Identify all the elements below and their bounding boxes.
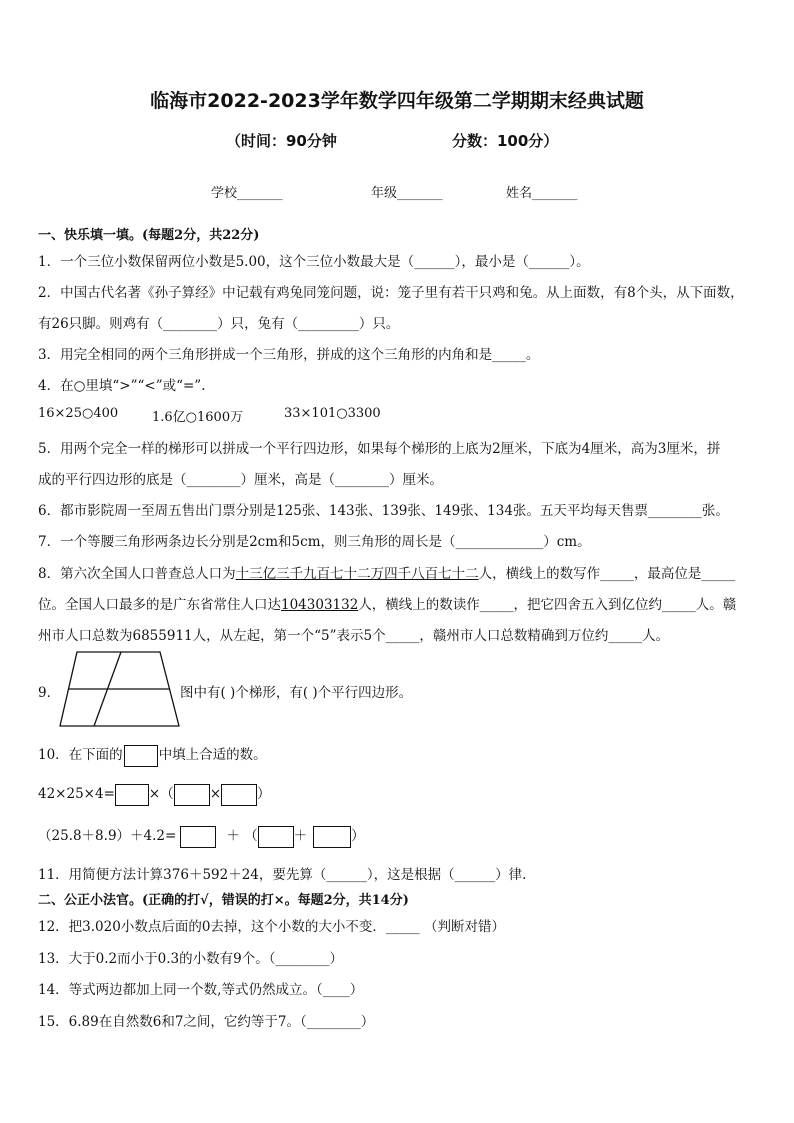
question-12: 12．把3.020小数点后面的0去掉，这个小数的大小不变．_____ （判断对错） xyxy=(38,919,505,935)
q10a-close: ） xyxy=(257,786,271,802)
question-14: 14．等式两边都加上同一个数,等式仍然成立。（____） xyxy=(38,982,364,998)
answer-box-sample xyxy=(124,745,158,767)
question-8-line3: 州市人口总数为6855911人，从左起，第一个“5”表示5个_____，赣州市人口总数精确到万位约_____人。 xyxy=(38,628,670,644)
question-5-line2: 成的平行四边形的底是（________）厘米，高是（________）厘米。 xyxy=(38,472,443,488)
question-4-item-c: 33×101○3300 xyxy=(284,406,381,421)
question-8-line2 xyxy=(38,593,736,613)
answer-box[interactable] xyxy=(180,826,216,848)
q8-line1-pre: 8．第六次全国人口普查总人口为 xyxy=(38,566,236,582)
q10-post: 中填上合适的数。 xyxy=(158,747,267,763)
q10b-pre: （25.8＋8.9）＋4.2= xyxy=(38,828,177,844)
question-10-expr-a xyxy=(38,782,271,806)
q10-pre: 10．在下面的 xyxy=(38,747,123,763)
q10b-close: ） xyxy=(351,828,365,844)
question-9-number: 9． xyxy=(38,685,61,701)
section-1-heading: 一、快乐填一填。(每题2分，共22分) xyxy=(38,228,260,243)
exam-score: 分数：100分） xyxy=(452,132,559,150)
q10a-pre: 42×25×4= xyxy=(38,786,115,802)
question-6: 6．都市影院周一至周五售出门票分别是125张、143张、139张、149张、134张。五天平均每天售票________张。 xyxy=(38,503,729,519)
q8-line2-post: 人，横线上的数读作_____，把它四舍五入到亿位约_____人。赣 xyxy=(358,597,737,613)
answer-box[interactable] xyxy=(115,784,149,806)
question-5-line1: 5．用两个完全一样的梯形可以拼成一个平行四边形，如果每个梯形的上底为2厘米，下底为4厘米，高为3厘米，拼 xyxy=(38,441,721,457)
answer-box[interactable] xyxy=(313,826,351,848)
question-13: 13．大于0.2而小于0.3的小数有9个。（________） xyxy=(38,951,343,967)
question-10 xyxy=(38,743,267,767)
school-field: 学校_______ xyxy=(211,186,283,201)
question-4: 4．在○里填“>”“<”或“=”. xyxy=(38,378,206,394)
trapezoid-figure xyxy=(58,650,182,728)
name-field: 姓名_______ xyxy=(506,186,578,201)
q10b-op1: ＋ （ xyxy=(226,828,258,844)
page-title: 临海市2022-2023学年数学四年级第二学期期末经典试题 xyxy=(150,90,644,112)
question-4-item-b: 1.6亿○1600万 xyxy=(152,410,244,425)
question-2-line1: 2．中国古代名著《孙子算经》中记载有鸡兔同笼问题，说：笼子里有若干只鸡和兔。从上面数，有8个头，从下面数， xyxy=(38,285,744,301)
question-3: 3．用完全相同的两个三角形拼成一个三角形，拼成的这个三角形的内角和是_____。 xyxy=(38,347,540,363)
question-9: 图中有( )个梯形，有( )个平行四边形。 xyxy=(180,685,413,701)
grade-field: 年级_______ xyxy=(371,186,443,201)
question-10-expr-b xyxy=(38,824,365,848)
q8-underlined-number-words: 十三亿三千九百七十二万四千八百七十二 xyxy=(235,566,479,582)
q8-underlined-number: 104303132 xyxy=(281,597,359,613)
q10a-op1: ×（ xyxy=(148,786,174,802)
question-8-line1 xyxy=(38,562,735,582)
question-15: 15．6.89在自然数6和7之间，它约等于7。（________） xyxy=(38,1014,375,1030)
question-11: 11．用简便方法计算376＋592＋24，要先算（______），这是根据（______）律. xyxy=(38,867,527,883)
answer-box[interactable] xyxy=(174,784,210,806)
question-2-line2: 有26只脚。则鸡有（________）只，兔有（_________）只。 xyxy=(38,316,400,332)
question-1: 1．一个三位小数保留两位小数是5.00，这个三位小数最大是（______），最小是（______）。 xyxy=(38,254,590,270)
q8-line2-pre: 位。全国人口最多的是广东省常住人口达 xyxy=(38,597,281,613)
exam-time: （时间：90分钟 xyxy=(226,132,337,150)
q8-line1-post: 人，横线上的数写作_____，最高位是_____ xyxy=(478,566,736,582)
question-4-item-a: 16×25○400 xyxy=(38,406,119,421)
section-2-heading: 二、公正小法官。(正确的打√，错误的打×。每题2分，共14分) xyxy=(38,893,409,908)
q10a-op2: × xyxy=(209,786,222,802)
question-7: 7．一个等腰三角形两条边长分别是2cm和5cm，则三角形的周长是（_____________）cm。 xyxy=(38,534,591,550)
answer-box[interactable] xyxy=(221,784,257,806)
q10b-op2: ＋ xyxy=(293,828,308,844)
answer-box[interactable] xyxy=(258,826,294,848)
